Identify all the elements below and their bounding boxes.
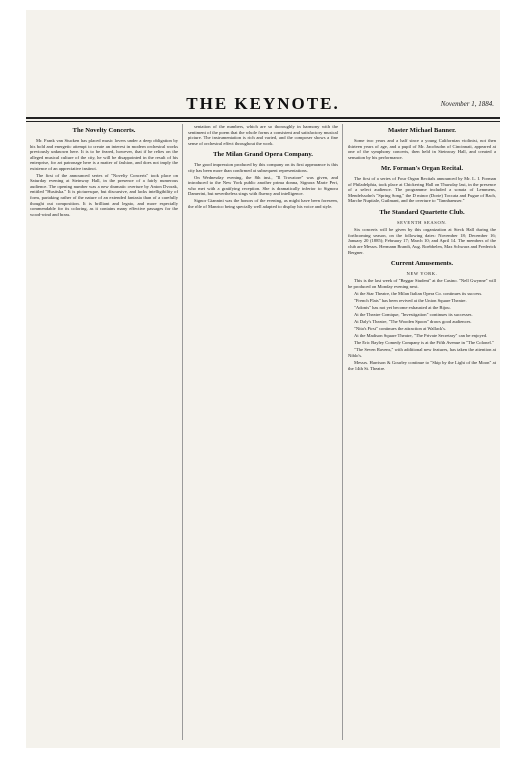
article [348, 209, 496, 255]
article-paragraph: "Adonis" has not yet become exhausted at the Bijou. [354, 305, 451, 311]
masthead-rule [26, 117, 500, 119]
article-paragraph: Signor Giannini was the honors of the evening, as might have been foreseen, the rôle of Manrico being specially well adapted to display his voice and style. [188, 198, 338, 210]
column-2 [188, 124, 338, 742]
article-paragraph: "The Seven Ravens," with additional new features, has taken the attention at Niblo's. [348, 347, 496, 358]
article-heading: Current Amusements. [390, 260, 454, 268]
article-paragraph: Messrs. Harrison & Gourley continue to "Skip by the Light of the Moon" at the 14th St. Theatre. [348, 360, 496, 371]
article-paragraph: At the Madison Square Theatre, "The Private Secretary" can be enjoyed. [354, 333, 488, 339]
article-heading: The Novelty Concerts. [72, 127, 136, 134]
article-paragraph: At Daly's Theatre, "The Wooden Spoon" draws good audiences. [354, 319, 472, 325]
article [188, 124, 338, 146]
article [348, 165, 496, 204]
article [348, 127, 496, 160]
article-paragraph: On Wednesday evening, the 8th inst., "Il Trovatore" was given, and introduced to the New York public another prima donna, Signora Marie Peri, who met with a gratifying reception. She is dramatically inferior to Signora Damerini, but nevertheless sings with fluency and intelligence. [188, 174, 338, 197]
article-paragraph: "Nita's First" continues the attraction at Wallack's. [354, 326, 447, 332]
article-paragraph: The first of the announced series of "Novelty Concerts" took place on Saturday evening at Steinway Hall, in the presence of a fairly numerous audience. The opening number was a new dramatic overture by Anton Dvorak, entitled "Husitska." It is picturesque, but discursive, and lacks intelligibility of form, partaking rather of the nature of an extended fantasia than of a carefully thought out composition. It is brilliant and legato, and more especially commendable for its coloring, as it contains many effective passages for the wood-wind and brass. [30, 172, 178, 217]
article-paragraph: "French Flats" has been revived at the Union Square Theatre. [354, 298, 467, 304]
article-subheading: NEW YORK. [406, 271, 438, 277]
masthead-rule-thin [26, 121, 500, 122]
newspaper-page [26, 10, 500, 748]
issue-date: November 1, 1884. [440, 100, 494, 108]
article-paragraph: At the Star Theatre, the Milan Italian Opera Co. continues its success. [354, 291, 483, 297]
article-paragraph: Some two years and a half since a young Californian violinist, not then thirteen years of age, and a pupil of Mr. Jacobsohn of Cincinnati, appeared at one of the symphony concerts, then held in Steinway Hall, and created a sensation by his performance. [348, 138, 496, 160]
article-paragraph: At the Theatre Comique, "Investigation" continues its successes. [354, 312, 473, 318]
masthead [26, 94, 500, 116]
article-heading: The Standard Quartette Club. [379, 208, 465, 216]
article [30, 127, 178, 217]
article-paragraph: The good impression produced by this company on its first appearance is this city has been more than confirmed at subsequent representations. [188, 162, 338, 173]
article-paragraph: Six concerts will be given by this organization at Steck Hall during the forthcoming season, on the following dates: November 18; December 16; January 20 (1885); February 17; March 10; and April 14. The members of the club are Messrs. Hermann Brandt, Aug. Roebbelen, Max Schwarz and Frederick Bergner. [348, 227, 496, 255]
article-paragraph: This is the last week of "Beggar Student" at the Casino. "Nell Gwynne" will be produced on Monday evening next. [348, 278, 496, 290]
article [348, 260, 496, 371]
article-paragraph: The Eric Bayley Comedy Company is at the Fifth Avenue in "The Colonel." [354, 340, 494, 346]
article-paragraph: sentation of the numbers, which are so thoroughly in harmony with the sentiment of the poem that the whole forms a consistent and satisfactory musical picture. The instrumentation is rich and varied, and the composer shows a fine sense of orchestral effect throughout the work. [188, 124, 338, 146]
article-heading: The Milan Grand Opera Company. [213, 151, 313, 159]
column-divider [342, 124, 343, 740]
masthead-title: THE KEYNOTE. [186, 94, 340, 113]
column-divider [182, 124, 183, 740]
article-heading: Master Michael Banner. [388, 127, 456, 134]
article-paragraph: Mr. Frank van Stucken has placed music lovers under a deep obligation by his bold and energetic attempt to create an interest in modern orchestral works previously unknown here. It is to be feared, however, that if he relies on the alleged musical culture of the city, he will be disappointed in the result of his enterprise, for art patronage here is a matter of fashion, and does not imply the existence of an appreciative instinct. [30, 138, 178, 171]
column-1 [30, 124, 178, 742]
article-heading: Mr. Forman's Organ Recital. [381, 165, 463, 173]
column-3 [348, 124, 496, 742]
article-paragraph: The first of a series of Four Organ Recitals announced by Mr. L. I. Forman of Philadelphia, took place at Chickering Hall on Thursday last, in the presence of a select audience. The programme included a sonata of Lemmens, Mendelssohn's "Spring Song," the D minor (Dorie) Toccata and Fugue of Bach, Marche Nuptiale, Guilmant, and the overture to "Tannhaeuser." [348, 176, 496, 204]
article [188, 151, 338, 209]
article-subheading: SEVENTH SEASON. [396, 219, 448, 225]
